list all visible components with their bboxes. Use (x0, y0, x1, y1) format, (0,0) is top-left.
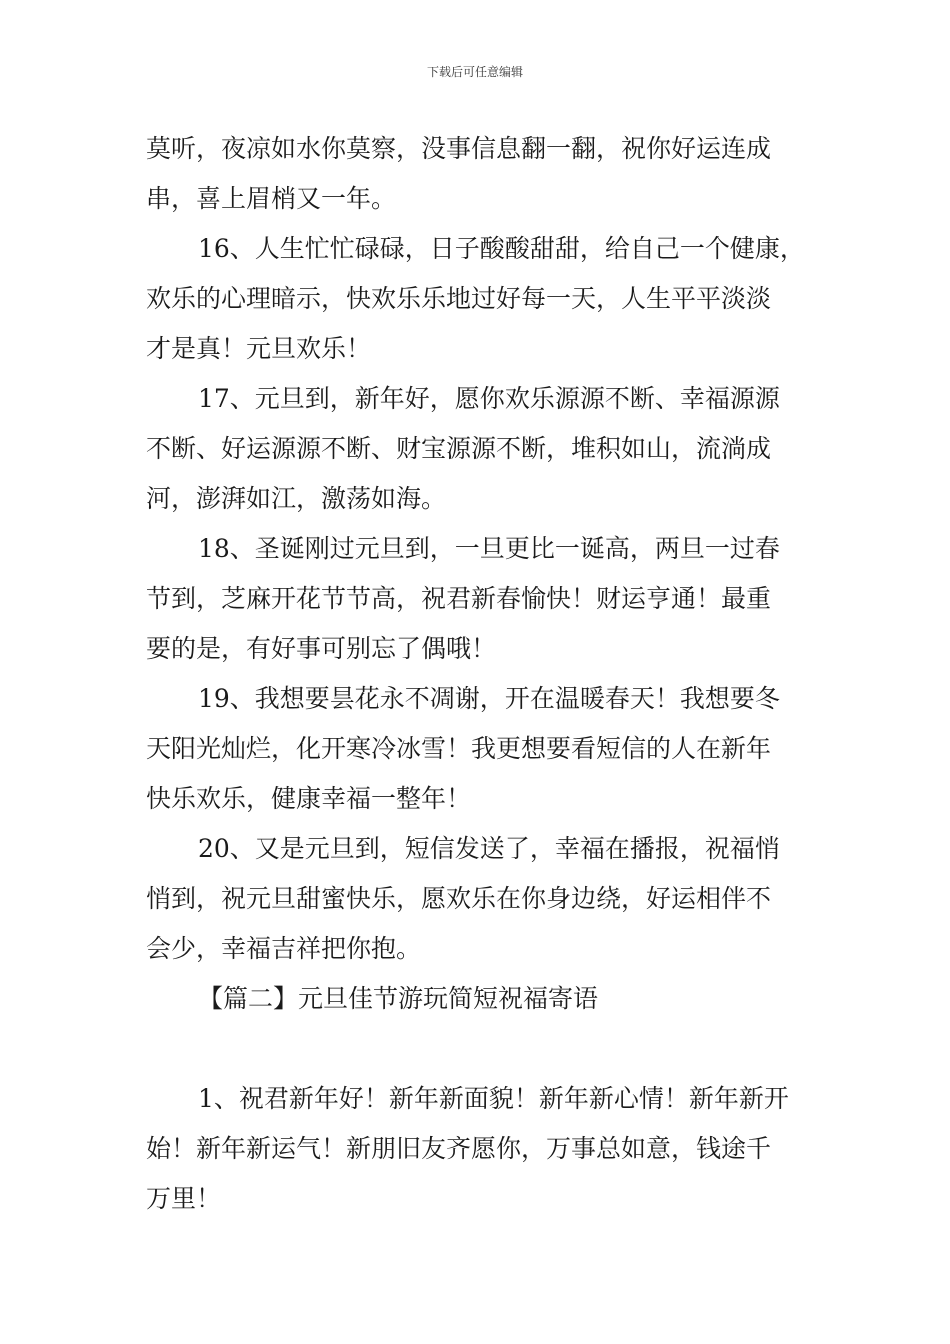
text-line: 欢乐的心理暗示，快欢乐乐地过好每一天，人生平平淡淡 (146, 284, 772, 313)
text-line: 16、人生忙忙碌碌，日子酸酸甜甜，给自己一个健康， (198, 234, 805, 263)
paragraph-item-20 (146, 824, 826, 974)
text-line: 河，澎湃如江，激荡如海。 (146, 484, 447, 513)
page-header: 下载后可任意编辑 (426, 65, 523, 79)
text-line: 要的是，有好事可别忘了偶哦！ (146, 634, 497, 663)
text-line: 万里！ (146, 1184, 222, 1213)
text-line: 20、又是元旦到，短信发送了，幸福在播报，祝福悄 (198, 834, 780, 863)
paragraph-continuation (146, 124, 826, 224)
paragraph-item-19 (146, 674, 826, 824)
text-line: 会少，幸福吉祥把你抱。 (146, 934, 422, 963)
paragraph-item-17 (146, 374, 826, 524)
text-line: 串，喜上眉梢又一年。 (146, 184, 397, 213)
document-body (146, 124, 826, 1224)
text-line: 18、圣诞刚过元旦到，一旦更比一诞高，两旦一过春 (198, 534, 780, 563)
paragraph-section-item-1 (146, 1074, 826, 1224)
text-line: 1、祝君新年好！新年新面貌！新年新心情！新年新开 (198, 1084, 789, 1113)
text-line: 莫听，夜凉如水你莫察，没事信息翻一翻，祝你好运连成 (146, 134, 772, 163)
text-line: 19、我想要昙花永不凋谢，开在温暖春天！我想要冬 (198, 684, 780, 713)
section-heading: 【篇二】元旦佳节游玩简短祝福寄语 (198, 984, 599, 1013)
text-line: 17、元旦到，新年好，愿你欢乐源源不断、幸福源源 (198, 384, 780, 413)
text-line: 才是真！元旦欢乐！ (146, 334, 372, 363)
text-line: 悄到，祝元旦甜蜜快乐，愿欢乐在你身边绕，好运相伴不 (146, 884, 772, 913)
section-spacer (146, 1024, 826, 1074)
text-line: 始！新年新运气！新朋旧友齐愿你，万事总如意，钱途千 (146, 1134, 772, 1163)
text-line: 节到，芝麻开花节节高，祝君新春愉快！财运亨通！最重 (146, 584, 772, 613)
paragraph-item-18 (146, 524, 826, 674)
text-line: 天阳光灿烂，化开寒冷冰雪！我更想要看短信的人在新年 (146, 734, 772, 763)
paragraph-item-16 (146, 224, 826, 374)
text-line: 不断、好运源源不断、财宝源源不断，堆积如山，流淌成 (146, 434, 772, 463)
text-line: 快乐欢乐，健康幸福一整年！ (146, 784, 472, 813)
